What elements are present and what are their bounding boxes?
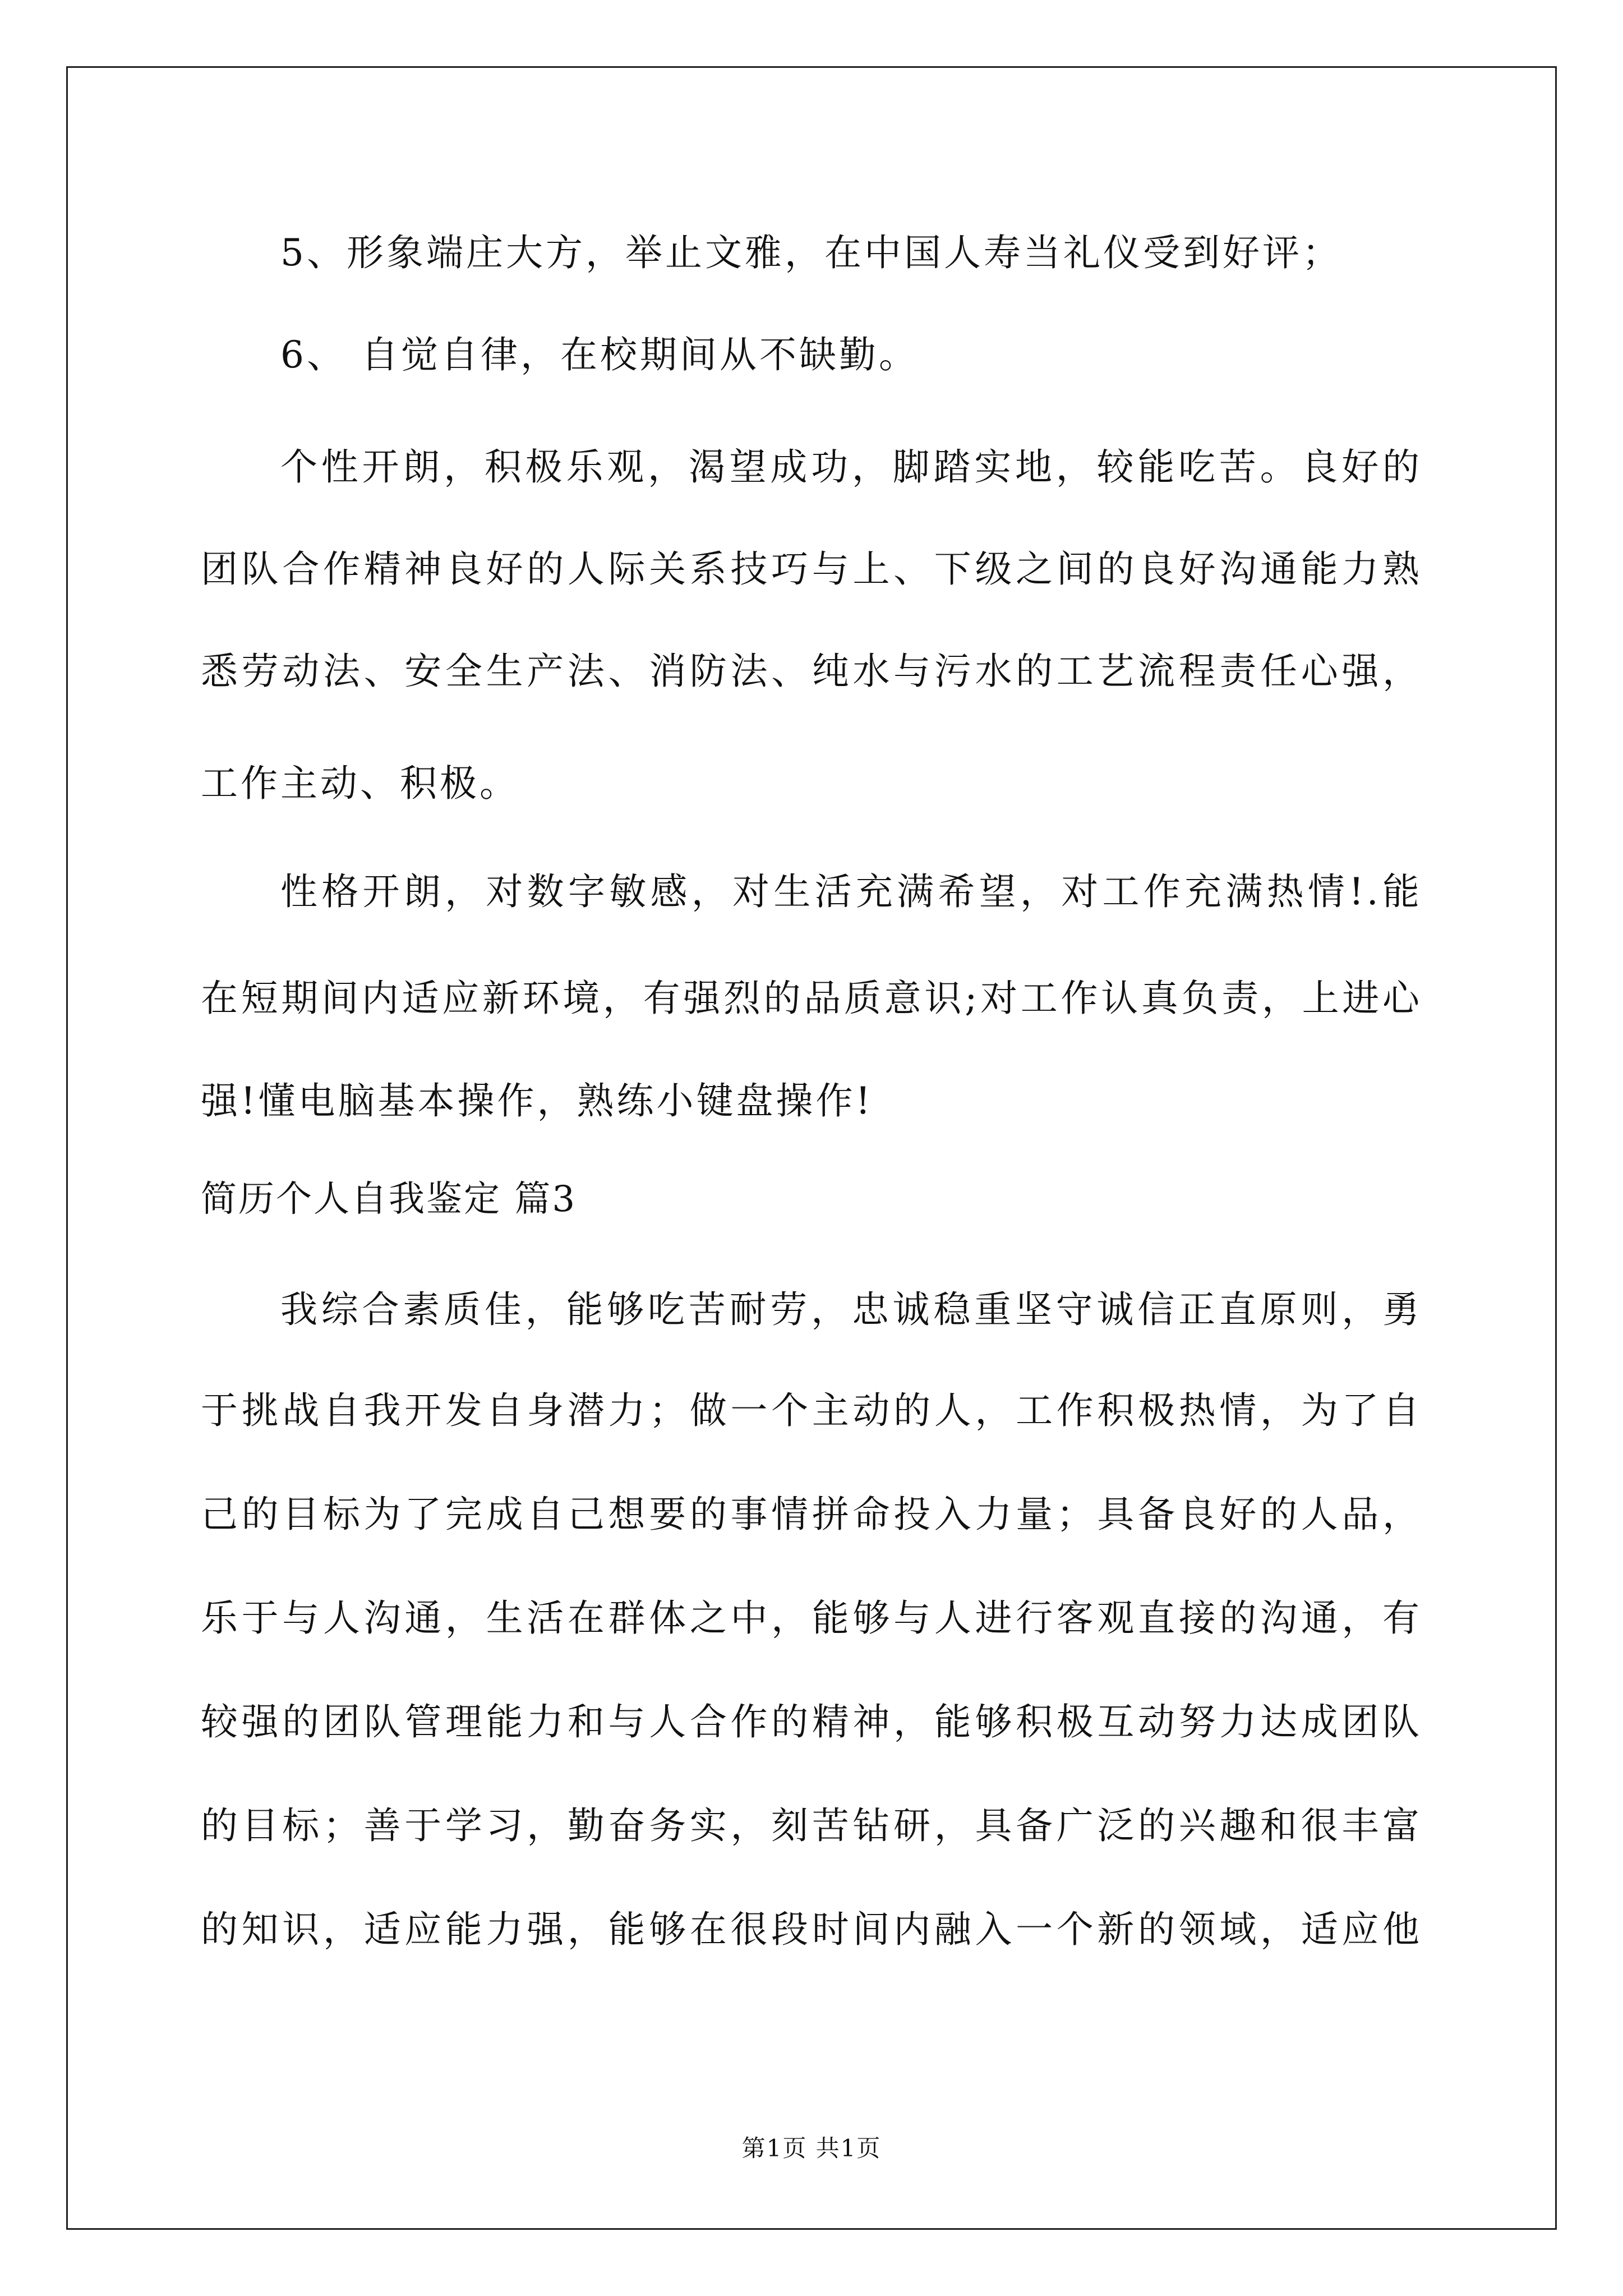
paragraph-line: 较强的团队管理能力和与人合作的精神，能够积极互动努力达成团队 <box>201 1700 1422 1743</box>
paragraph-line: 强!懂电脑基本操作，熟练小键盘操作! <box>201 1079 874 1122</box>
paragraph-line: 团队合作精神良好的人际关系技巧与上、下级之间的良好沟通能力熟 <box>201 547 1422 591</box>
paragraph-line: 悉劳动法、安全生产法、消防法、纯水与污水的工艺流程责任心强， <box>201 650 1422 693</box>
paragraph-line: 的知识，适应能力强，能够在很段时间内融入一个新的领域，适应他 <box>201 1908 1422 1951</box>
paragraph-line: 个性开朗，积极乐观，渴望成功，脚踏实地，较能吃苦。良好的 <box>280 445 1422 489</box>
paragraph-line: 在短期间内适应新环境，有强烈的品质意识;对工作认真负责，上进心 <box>201 977 1422 1020</box>
paragraph-line: 工作主动、积极。 <box>201 762 519 805</box>
section-heading: 简历个人自我鉴定 篇3 <box>201 1179 577 1220</box>
paragraph-line: 己的目标为了完成自己想要的事情拼命投入力量；具备良好的人品， <box>201 1493 1422 1536</box>
page-footer: 第1页 共1页 <box>741 2134 882 2162</box>
paragraph-line: 乐于与人沟通，生活在群体之中，能够与人进行客观直接的沟通，有 <box>201 1596 1422 1640</box>
paragraph-line: 的目标；善于学习，勤奋务实，刻苦钻研，具备广泛的兴趣和很丰富 <box>201 1804 1422 1847</box>
paragraph-line: 我综合素质佳，能够吃苦耐劳，忠诚稳重坚守诚信正直原则，勇 <box>280 1288 1422 1331</box>
list-item-6: 6、 自觉自律，在校期间从不缺勤。 <box>280 333 919 376</box>
paragraph-line: 于挑战自我开发自身潜力；做一个主动的人，工作积极热情，为了自 <box>201 1389 1422 1432</box>
paragraph-line: 性格开朗，对数字敏感，对生活充满希望，对工作充满热情!.能 <box>280 870 1422 913</box>
list-item-5: 5、形象端庄大方，举止文雅，在中国人寿当礼仪受到好评； <box>280 231 1342 274</box>
